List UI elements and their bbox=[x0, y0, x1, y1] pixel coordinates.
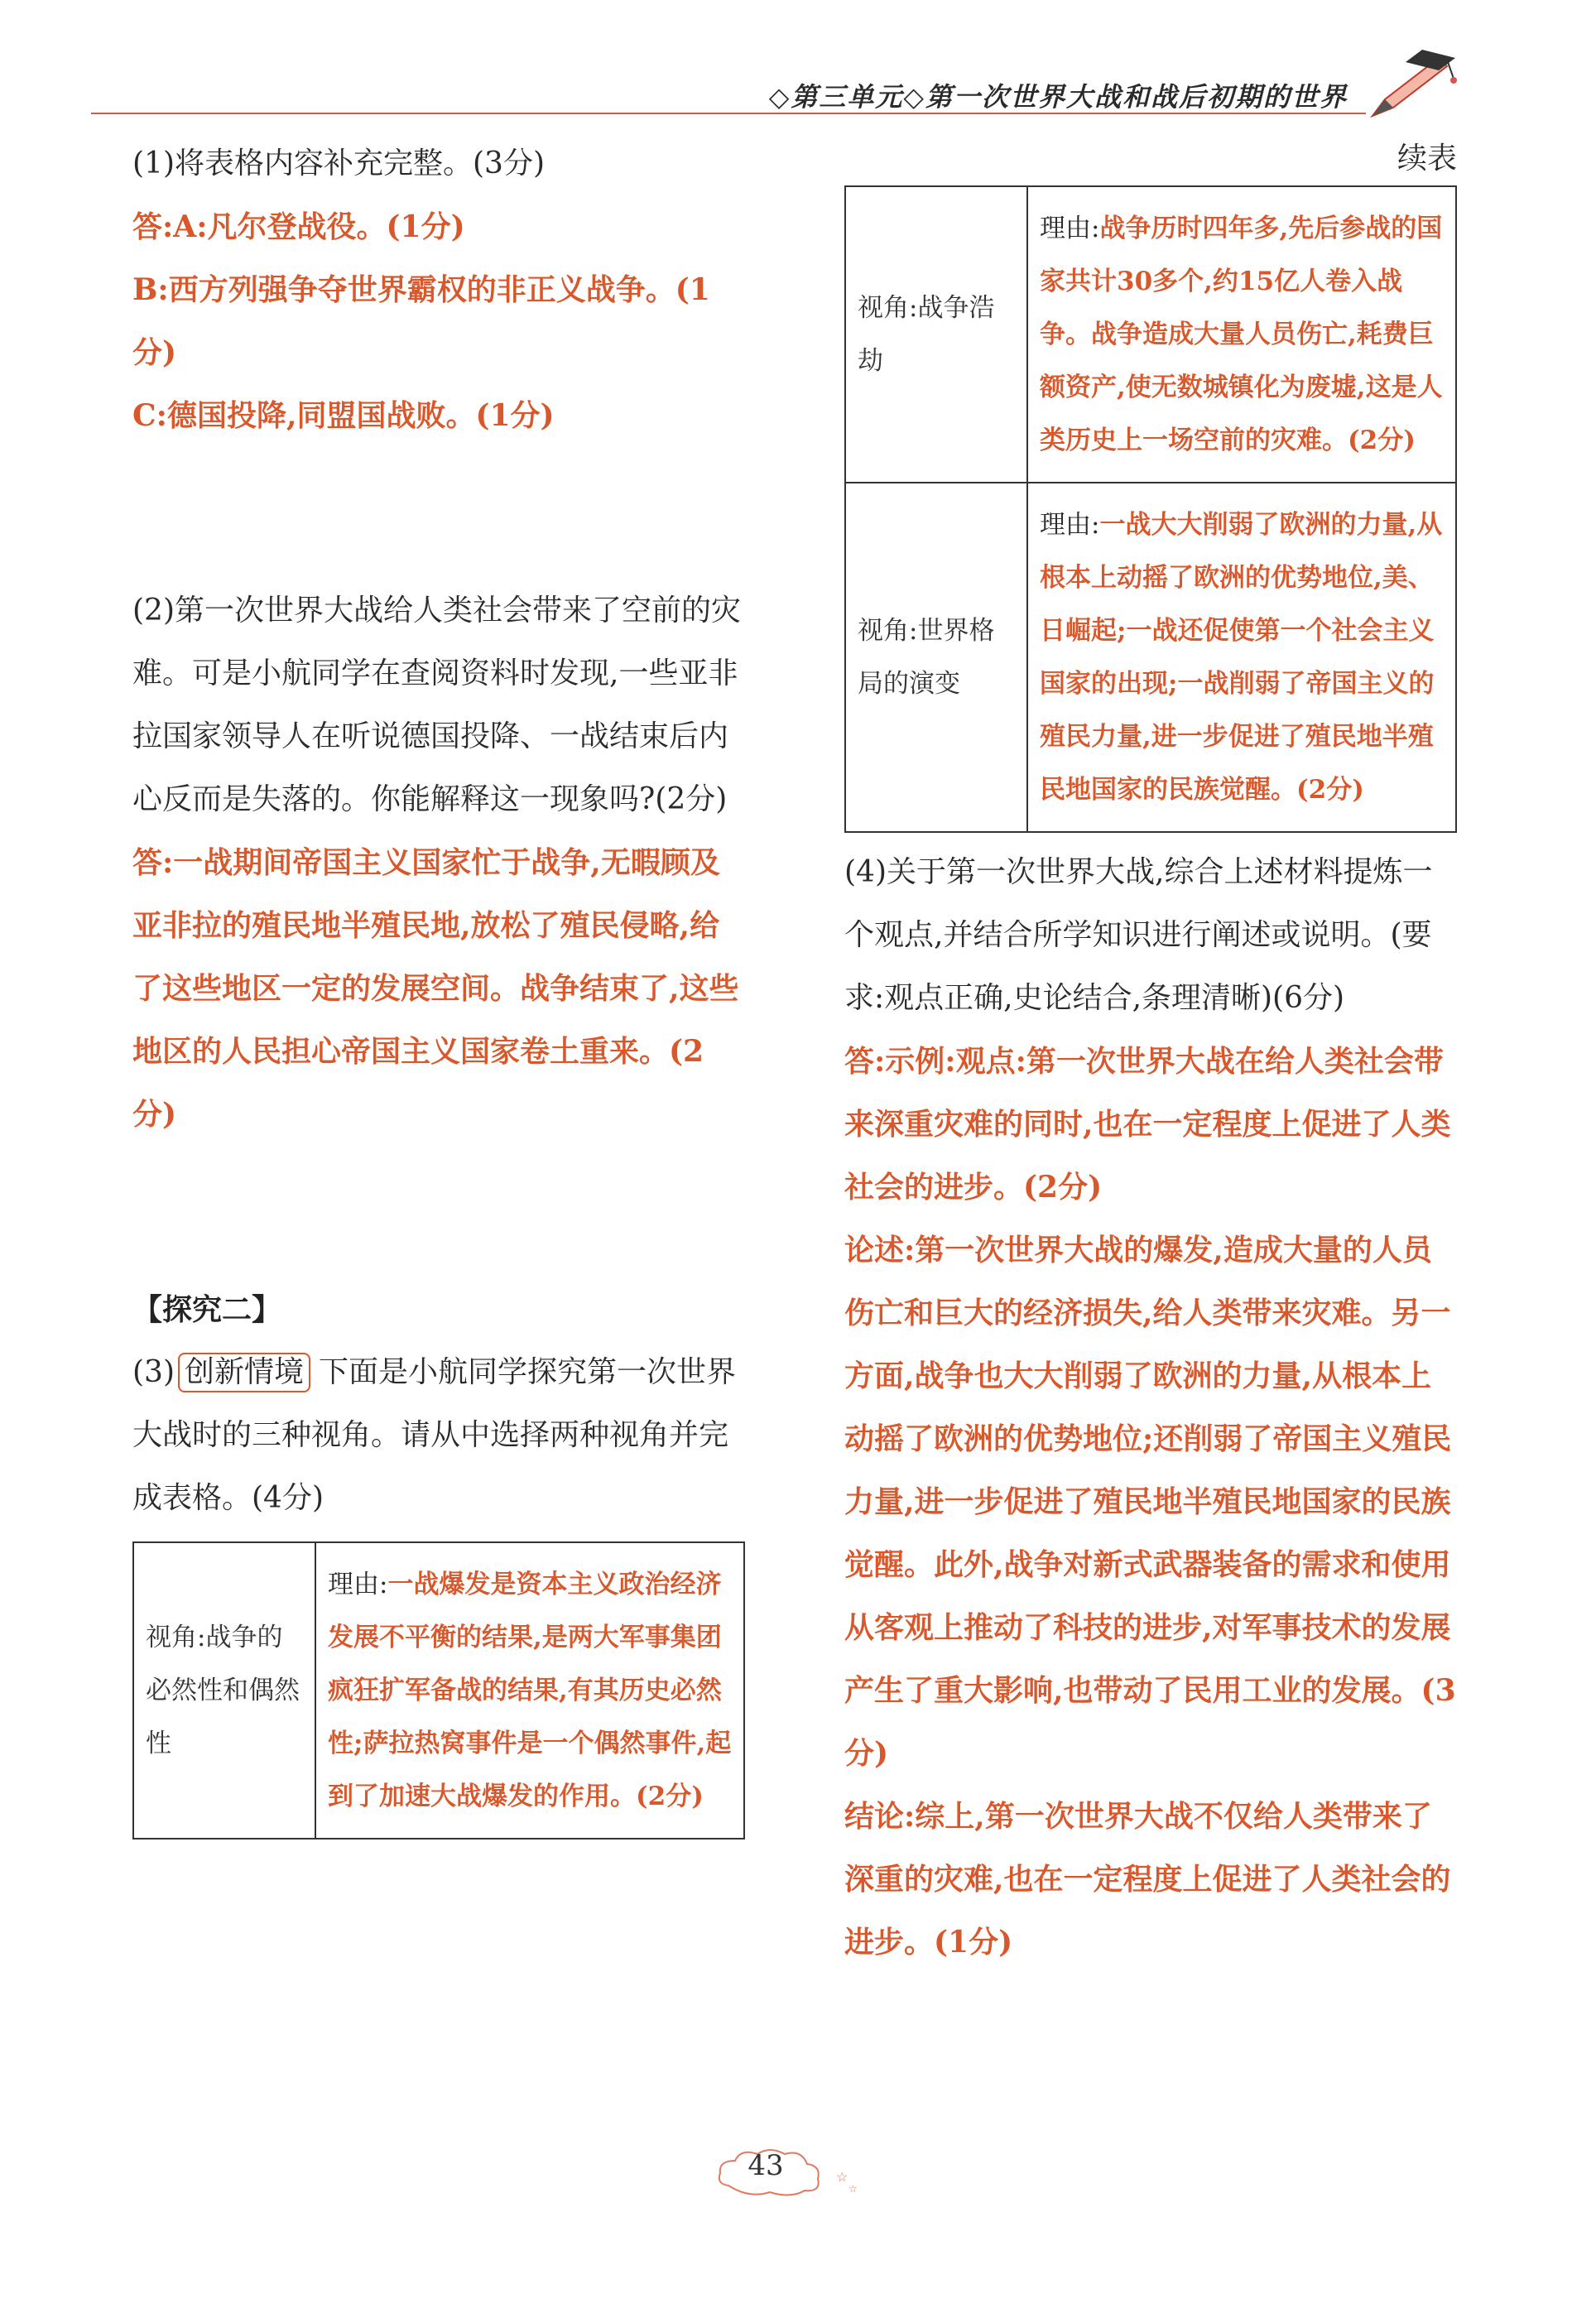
question-3-text: 下面是小航同学探究第一次世界大战时的三种视角。请从中选择两种视角并完成表格。(4分) bbox=[132, 1355, 737, 1515]
reason-prefix: 理由: bbox=[328, 1570, 388, 1599]
page-header bbox=[0, 0, 1596, 124]
reason-prefix: 理由: bbox=[1040, 214, 1100, 243]
answer-4-argument: 论述:第一次世界大战的爆发,造成大量的人员伤亡和巨大的经济损失,给人类带来灾难。另一方面,战争也大大削弱了欧洲的力量,从根本上动摇了欧洲的优势地位;还削弱了帝国主义殖民力量,进一步促进了殖民地半殖民地国家的民族觉醒。此外,战争对新式武器装备的需求和使用从客观上推动了科技的进步,对军事技术的发展产生了重大影响,也带动了民用工业的发展。(3分) bbox=[844, 1233, 1456, 1771]
table-continued-label: 续表 bbox=[1396, 142, 1457, 176]
question-3 bbox=[132, 1341, 745, 1530]
perspective-table-continued bbox=[844, 185, 1457, 833]
answer-1b: B:西方列强争夺世界霸权的非正义战争。(1分) bbox=[132, 272, 710, 370]
answer-1c: C:德国投降,同盟国战败。(1分) bbox=[132, 398, 555, 433]
question-2: (2)第一次世界大战给人类社会带来了空前的灾难。可是小航同学在查阅资料时发现,一些亚非拉国家领导人在听说德国投降、一战结束后内心反而是失落的。你能解释这一现象吗?(2分) bbox=[132, 594, 741, 816]
table-row bbox=[845, 186, 1456, 483]
perspective-reason bbox=[1027, 483, 1456, 832]
answer-4-view: 答:示例:观点:第一次世界大战在给人类社会带来深重灾难的同时,也在一定程度上促进了人类社会的进步。(2分) bbox=[844, 1044, 1451, 1205]
question-3-number: (3) bbox=[132, 1355, 175, 1389]
reason-text: 一战爆发是资本主义政治经济发展不平衡的结果,是两大军事集团疯狂扩军备战的结果,有其历史必然性;萨拉热窝事件是一个偶然事件,起到了加速大战爆发的作用。(2分) bbox=[328, 1570, 732, 1811]
header-rule bbox=[91, 113, 1366, 114]
svg-text:☆: ☆ bbox=[848, 2183, 858, 2195]
table-row bbox=[133, 1542, 744, 1839]
page-footer bbox=[712, 2144, 861, 2202]
page-number: 43 bbox=[748, 2149, 784, 2182]
pencil-graduation-cap-icon bbox=[1364, 41, 1464, 124]
reason-text: 一战大大削弱了欧洲的力量,从根本上动摇了欧洲的优势地位,美、日崛起;一战还促使第一个社会主义国家的出现;一战削弱了帝国主义的殖民力量,进一步促进了殖民地半殖民地国家的民族觉醒。(2分) bbox=[1040, 510, 1443, 805]
answer-2: 答:一战期间帝国主义国家忙于战争,无暇顾及亚非拉的殖民地半殖民地,放松了殖民侵略,给了这些地区一定的发展空间。战争结束了,这些地区的人民担心帝国主义国家卷土重来。(2分) bbox=[132, 845, 739, 1132]
section-title: 【探究二】 bbox=[132, 1292, 282, 1327]
perspective-reason bbox=[315, 1542, 744, 1839]
answer-1a: 答:A:凡尔登战役。(1分) bbox=[132, 209, 465, 244]
reason-text: 战争历时四年多,先后参战的国家共计30多个,约15亿人卷入战争。战争造成大量人员伤亡,耗费巨额资产,使无数城镇化为废墟,这是人类历史上一场空前的灾难。(2分) bbox=[1040, 214, 1443, 455]
answer-4-conclusion: 结论:综上,第一次世界大战不仅给人类带来了深重的灾难,也在一定程度上促进了人类社会的进步。(1分) bbox=[844, 1799, 1451, 1960]
table-row bbox=[845, 483, 1456, 832]
right-column bbox=[844, 132, 1457, 1974]
perspective-table bbox=[132, 1541, 745, 1839]
perspective-label: 视角:战争浩劫 bbox=[845, 186, 1027, 483]
question-1: (1)将表格内容补充完整。(3分) bbox=[132, 147, 545, 180]
unit-title: ◇第三单元◇第一次世界大战和战后初期的世界 bbox=[768, 81, 1348, 113]
perspective-reason bbox=[1027, 186, 1456, 483]
reason-prefix: 理由: bbox=[1040, 510, 1100, 540]
svg-text:☆: ☆ bbox=[836, 2169, 848, 2185]
left-column bbox=[132, 132, 745, 1839]
innovation-tag: 创新情境 bbox=[178, 1353, 310, 1392]
perspective-label: 视角:世界格局的演变 bbox=[845, 483, 1027, 832]
perspective-label: 视角:战争的必然性和偶然性 bbox=[133, 1542, 315, 1839]
question-4: (4)关于第一次世界大战,综合上述材料提炼一个观点,并结合所学知识进行阐述或说明。(要求:观点正确,史论结合,条理清晰)(6分) bbox=[844, 855, 1433, 1015]
